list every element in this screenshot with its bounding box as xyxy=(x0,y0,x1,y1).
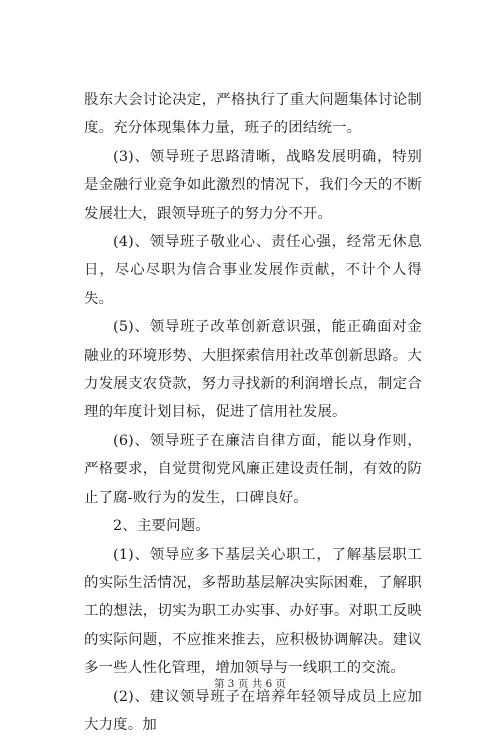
section-heading-main-problems: 2、主要问题。 xyxy=(113,518,210,535)
paragraph-continuation: 股东大会讨论决定，严格执行了重大问题集体讨论制度。充分体现集体力量，班子的团结统一。 xyxy=(84,92,422,137)
paragraph-item-4: (4)、领导班子敬业心、责任心强，经常无休息日，尽心尽职为信合事业发展作贡献，不计个人得失。 xyxy=(84,234,422,307)
paragraph-problem-2: (2)、建议领导班子在培养年轻领导成员上应加大力度。加 xyxy=(84,688,422,733)
paragraph-problem-1: (1)、领导应多下基层关心职工，了解基层职工的实际生活情况，多帮助基层解决实际困难，了解职工的想法，切实为职工办实事、办好事。对职工反映的实际问题，不应推来推去，应积极协调解决。建议多一些人性化管理，增加领导与一线职工的交流。 xyxy=(84,546,422,677)
paragraph-item-6: (6)、领导班子在廉洁自律方面，能以身作则，严格要求，自觉贯彻党风廉正建设责任制，有效的防止了腐-败行为的发生，口碑良好。 xyxy=(84,432,422,506)
paragraph-item-5: (5)、领导班子改革创新意识强，能正确面对金融业的环境形势、大胆探索信用社改革创新思路。大力发展支农贷款，努力寻找新的利润增长点，制定合理的年度计划目标，促进了信用社发展。 xyxy=(84,319,422,421)
page-footer: 第 3 页 共 6 页 xyxy=(213,678,287,690)
document-body xyxy=(84,86,422,739)
paragraph-item-3: (3)、领导班子思路清晰，战略发展明确，特别是金融行业竞争如此激烈的情况下，我们今天的不断发展壮大，跟领导班子的努力分不开。 xyxy=(84,148,422,222)
